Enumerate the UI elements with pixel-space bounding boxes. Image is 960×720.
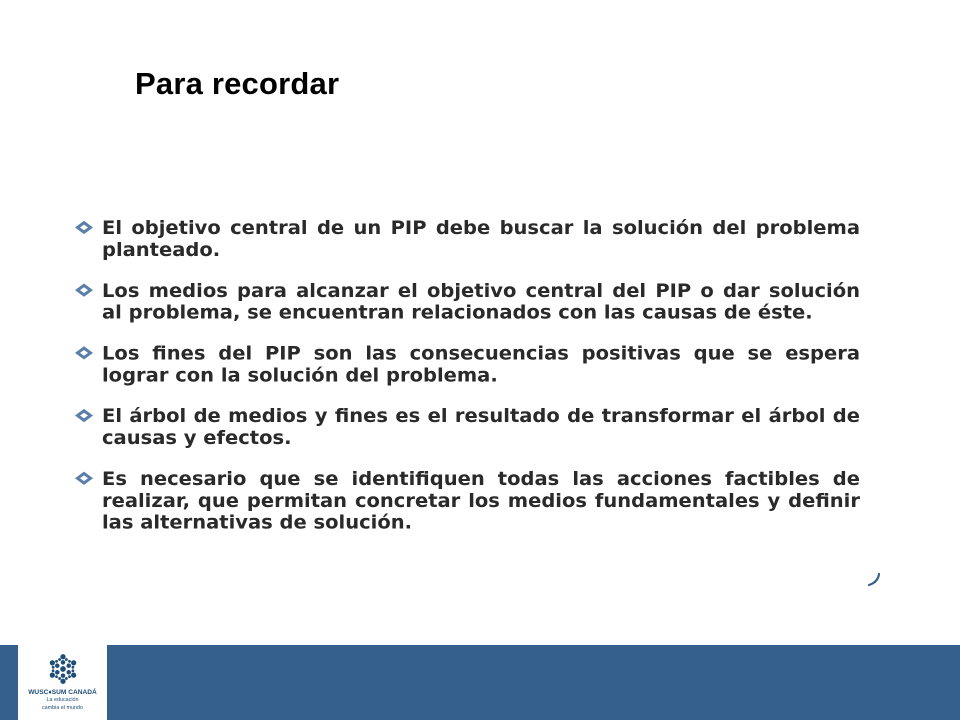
page-title: Para recordar bbox=[135, 66, 340, 101]
logo-tagline-line2: cambia el mundo bbox=[41, 705, 84, 711]
list-item bbox=[70, 405, 860, 449]
logo-tagline-line1: La educación bbox=[46, 697, 79, 703]
logo bbox=[18, 645, 107, 720]
list-item bbox=[70, 342, 860, 386]
bullet-list bbox=[70, 217, 860, 552]
diamond-bullet-icon bbox=[73, 283, 95, 298]
snowflake-logo-icon bbox=[46, 652, 80, 686]
corner-mark-icon bbox=[866, 570, 882, 588]
diamond-bullet-icon bbox=[73, 471, 95, 486]
list-item bbox=[70, 217, 860, 261]
diamond-bullet-icon bbox=[73, 345, 95, 360]
bullet-text: El árbol de medios y fines es el resultado de transformar el árbol de causas y efectos. bbox=[102, 405, 860, 449]
bullet-text: Es necesario que se identifiquen todas las acciones factibles de realizar, que permitan concretar los medios fundamentales y definir las alternativas de solución. bbox=[102, 467, 860, 534]
bullet-text: Los fines del PIP son las consecuencias positivas que se espera lograr con la solución del problema. bbox=[102, 342, 860, 387]
list-item bbox=[70, 468, 860, 534]
diamond-bullet-icon bbox=[73, 408, 95, 423]
footer-band bbox=[0, 645, 960, 720]
list-item bbox=[70, 280, 860, 324]
logo-name: WUSC♦SUM CANADÁ bbox=[28, 689, 97, 696]
diamond-bullet-icon bbox=[73, 220, 95, 235]
bullet-text: Los medios para alcanzar el objetivo central del PIP o dar solución al problema, se encuentran relacionados con las causas de éste. bbox=[102, 279, 860, 324]
bullet-text: El objetivo central de un PIP debe buscar la solución del problema planteado. bbox=[102, 217, 860, 261]
